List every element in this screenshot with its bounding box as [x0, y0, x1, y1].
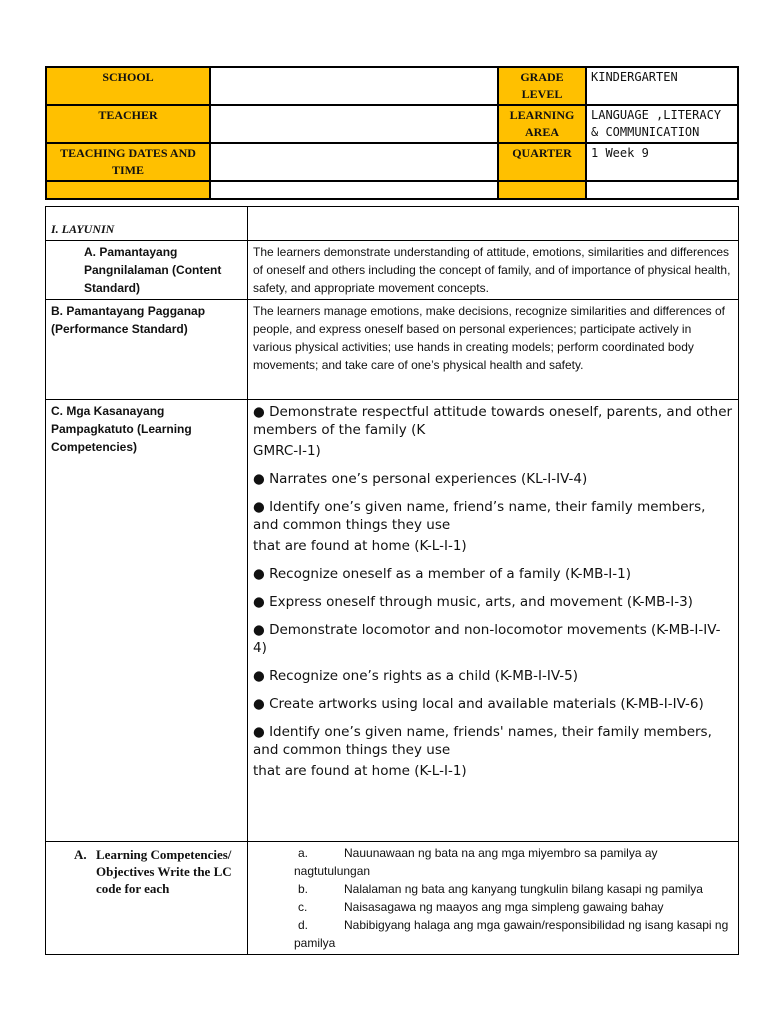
competency-item: that are found at home (K-L-I-1) — [253, 763, 467, 779]
section-title: I. LAYUNIN — [51, 222, 115, 236]
competency-item: ● Identify one’s given name, friend’s name, their family members, and common things they use — [253, 499, 706, 533]
objectives-table — [45, 206, 739, 955]
lc-letter: A. — [74, 847, 87, 862]
competency-item: ● Recognize one’s rights as a child (K-MB-I-IV-5) — [253, 668, 579, 684]
school-value — [210, 67, 498, 105]
competencies-row — [46, 400, 739, 842]
performance-standard-text: The learners manage emotions, make decisions, recognize similarities and differences of people, and express oneself based on personal experiences; participate actively in various physical activities; use hands in creating models; perform coordinated body movements; and take care of one’s physical health and safety. — [248, 300, 739, 400]
competency-item: ● Demonstrate respectful attitude towards oneself, parents, and other members of the family (K — [253, 404, 733, 438]
teaching-dates-label: TEACHING DATES AND TIME — [46, 143, 210, 181]
competency-item: ● Express oneself through music, arts, and movement (K-MB-I-3) — [253, 594, 693, 610]
objective-text: Nalalaman ng bata ang kanyang tungkulin bilang kasapi ng pamilya — [344, 882, 703, 896]
content-standard-label: A. Pamantayang Pangnilalaman (Content Standard) — [46, 241, 248, 300]
performance-standard-label: B. Pamantayang Pagganap (Performance Standard) — [46, 300, 248, 400]
competency-item: ● Create artworks using local and available materials (K-MB-I-IV-6) — [253, 696, 704, 712]
objective-text: Naisasagawa ng maayos ang mga simpleng gawaing bahay — [344, 900, 664, 914]
objective-letter: a. — [298, 846, 309, 860]
grade-level-label: GRADE LEVEL — [498, 67, 586, 105]
objective-letter: c. — [298, 900, 308, 914]
learning-area-value: LANGUAGE ,LITERACY & COMMUNICATION — [586, 105, 738, 143]
empty-value-cell — [210, 181, 498, 199]
teacher-label: TEACHER — [46, 105, 210, 143]
quarter-value: 1 Week 9 — [586, 143, 738, 181]
section-title-row — [46, 207, 739, 241]
teaching-dates-value — [210, 143, 498, 181]
empty-label-cell — [46, 181, 210, 199]
competency-item: ● Identify one’s given name, friends' names, their family members, and common things they use — [253, 724, 712, 758]
empty-label-cell-2 — [498, 181, 586, 199]
competency-item: GMRC-I-1) — [253, 443, 321, 459]
objective-item — [294, 898, 733, 916]
content-standard-row — [46, 241, 739, 300]
objective-letter: b. — [298, 882, 309, 896]
objective-letter: d. — [298, 918, 309, 932]
objective-text: Nabibigyang halaga ang mga gawain/responsibilidad ng isang kasapi ng pamilya — [294, 918, 729, 950]
objectives-list — [294, 844, 733, 952]
competency-item: ● Narrates one’s personal experiences (KL-I-IV-4) — [253, 471, 588, 487]
objective-item — [294, 844, 733, 880]
lc-label: Learning Competencies/ Objectives Write the LC code for each — [96, 847, 232, 896]
header-table — [45, 66, 739, 200]
header-row-dates — [46, 143, 738, 181]
section-title-empty — [248, 207, 739, 241]
grade-level-value: KINDERGARTEN — [586, 67, 738, 105]
competency-item: that are found at home (K-L-I-1) — [253, 538, 467, 554]
teacher-value — [210, 105, 498, 143]
objective-text: Nauunawaan ng bata na ang mga miyembro sa pamilya ay nagtutulungan — [294, 846, 658, 878]
competency-item: ● Recognize oneself as a member of a family (K-MB-I-1) — [253, 566, 632, 582]
header-row-teacher — [46, 105, 738, 143]
header-row-school — [46, 67, 738, 105]
header-row-empty — [46, 181, 738, 199]
content-standard-text: The learners demonstrate understanding of attitude, emotions, similarities and differences of oneself and others including the concept of family, and of importance of physical health, safety, and appropriate movement concepts. — [248, 241, 739, 300]
competencies-label: C. Mga Kasanayang Pampagkatuto (Learning Competencies) — [46, 400, 248, 842]
objective-item — [294, 916, 733, 952]
objective-item — [294, 880, 733, 898]
learning-area-label: LEARNING AREA — [498, 105, 586, 143]
learning-competencies-row — [46, 842, 739, 955]
school-label: SCHOOL — [46, 67, 210, 105]
competency-item: ● Demonstrate locomotor and non-locomotor movements (K-MB-I-IV-4) — [253, 622, 721, 656]
empty-value-cell-2 — [586, 181, 738, 199]
competencies-list — [248, 400, 739, 842]
quarter-label: QUARTER — [498, 143, 586, 181]
performance-standard-row — [46, 300, 739, 400]
